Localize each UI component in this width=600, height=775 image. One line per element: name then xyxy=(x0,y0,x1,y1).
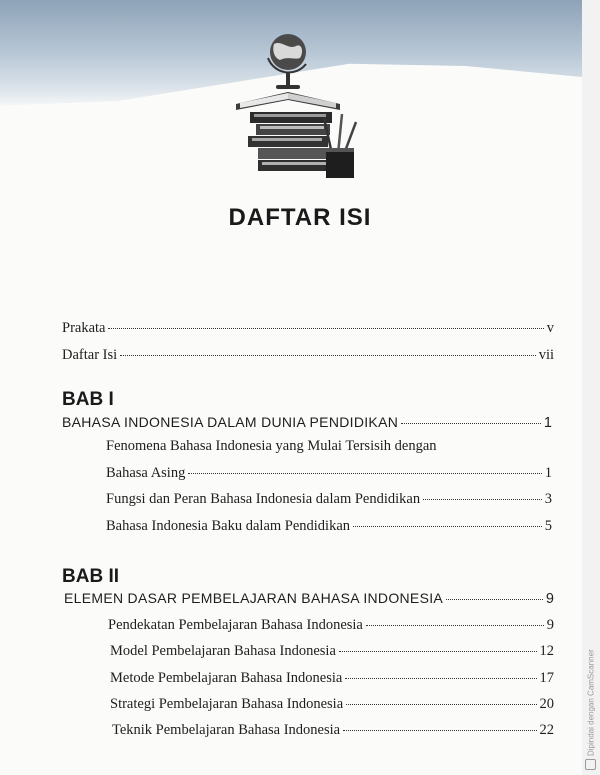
toc-entry-prakata xyxy=(62,316,554,337)
dot-leader xyxy=(343,715,536,731)
toc-entry-section xyxy=(110,639,554,660)
toc-entry-section xyxy=(108,613,554,634)
chapter-number: BAB I xyxy=(62,389,114,410)
toc-page-number: 9 xyxy=(545,590,554,607)
toc-entry-section xyxy=(112,718,554,739)
toc-page-number: 3 xyxy=(544,490,552,507)
toc-label: Prakata xyxy=(62,319,106,336)
dot-leader xyxy=(366,610,544,626)
toc-entry-chapter-1 xyxy=(62,411,552,431)
chapter-title: ELEMEN DASAR PEMBELAJARAN BAHASA INDONESIA xyxy=(64,589,444,606)
pencil-cup-icon xyxy=(326,148,354,178)
toc-label: Daftar Isi xyxy=(62,346,118,363)
toc-entry-chapter-2 xyxy=(64,587,554,607)
toc-page-number: 17 xyxy=(539,669,554,686)
toc-page-number: 5 xyxy=(544,517,552,534)
dot-leader xyxy=(120,340,536,356)
toc-entry-section xyxy=(106,461,552,482)
toc-page-number: 12 xyxy=(539,642,554,659)
books-globe-illustration xyxy=(228,30,368,182)
toc-label: Strategi Pembelajaran Bahasa Indonesia xyxy=(110,695,344,712)
toc-entry-section xyxy=(106,487,552,508)
dot-leader xyxy=(108,313,543,329)
toc-page-number: 9 xyxy=(546,616,554,633)
toc-entry-section xyxy=(110,692,554,713)
toc-section-label-line: Fenomena Bahasa Indonesia yang Mulai Tersisih dengan xyxy=(106,438,437,454)
toc-label: Pendekatan Pembelajaran Bahasa Indonesia xyxy=(108,616,363,633)
chapter-title: BAHASA INDONESIA DALAM DUNIA PENDIDIKAN xyxy=(62,413,399,430)
camscanner-icon xyxy=(586,759,597,770)
toc-label: Fungsi dan Peran Bahasa Indonesia dalam Pendidikan xyxy=(106,490,421,507)
toc-page-number: vii xyxy=(538,346,554,363)
page-title: DAFTAR ISI xyxy=(228,204,372,231)
toc-page-number: v xyxy=(546,319,554,336)
chapter-number: BAB II xyxy=(62,566,119,587)
dot-leader xyxy=(345,663,536,679)
toc-page-number: 1 xyxy=(543,414,552,431)
dot-leader xyxy=(423,484,542,500)
dot-leader xyxy=(346,689,536,705)
toc-entry-daftar-isi xyxy=(62,343,554,364)
toc-page-number: 22 xyxy=(539,721,554,738)
toc-entry-section xyxy=(110,666,554,687)
scanner-watermark xyxy=(583,610,599,770)
dot-leader xyxy=(353,511,542,527)
dot-leader xyxy=(188,458,541,474)
toc-label: Teknik Pembelajaran Bahasa Indonesia xyxy=(112,721,341,738)
toc-label: Bahasa Indonesia Baku dalam Pendidikan xyxy=(106,517,351,534)
scanner-text: Dipindai dengan CamScanner xyxy=(586,649,596,756)
dot-leader xyxy=(401,408,541,424)
toc-entry-section xyxy=(106,514,552,535)
dot-leader xyxy=(446,584,543,600)
dot-leader xyxy=(339,636,537,652)
toc-label: Metode Pembelajaran Bahasa Indonesia xyxy=(110,669,343,686)
toc-page-number: 20 xyxy=(539,695,554,712)
toc-page-number: 1 xyxy=(544,464,552,481)
toc-label: Bahasa Asing xyxy=(106,464,186,481)
toc-label: Model Pembelajaran Bahasa Indonesia xyxy=(110,642,336,659)
